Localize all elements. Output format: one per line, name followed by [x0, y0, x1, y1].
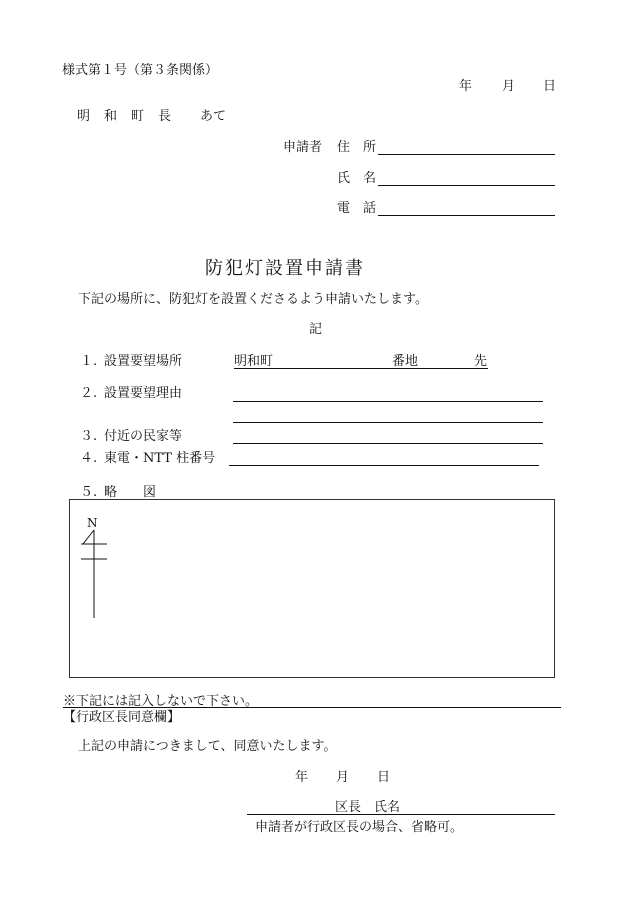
consent-date-month: 月	[336, 770, 350, 785]
note-text: ※下記には記入しないで下さい。	[63, 694, 259, 709]
map-drawing-area[interactable]	[69, 499, 555, 678]
addressee-char-3: 町	[131, 109, 145, 124]
item-2-field-line-1[interactable]	[233, 401, 543, 402]
north-arrow-icon	[78, 528, 110, 620]
date-month-label: 月	[502, 79, 516, 94]
item-1-banchi: 番地	[392, 354, 419, 369]
phone-label: 電 話	[337, 201, 377, 216]
item-1-field[interactable]	[234, 368, 488, 369]
name-label: 氏 名	[337, 171, 377, 186]
consent-footnote: 申請者が行政区長の場合、省略可。	[255, 820, 464, 835]
date-day-label: 日	[543, 79, 557, 94]
date-year-label: 年	[459, 79, 473, 94]
divider-line	[63, 707, 561, 708]
applicant-label: 申請者	[283, 140, 323, 155]
document-title: 防犯灯設置申請書	[205, 258, 365, 279]
item-4-number: ４.	[80, 451, 98, 466]
signature-label: 区長 氏名	[335, 800, 401, 815]
item-1-label: 設置要望場所	[104, 354, 183, 369]
item-2-label: 設置要望理由	[104, 386, 183, 401]
addressee-char-4: 長	[158, 109, 172, 124]
item-2-number: ２.	[80, 386, 98, 401]
item-1-town: 明和町	[234, 354, 274, 369]
item-1-saki: 先	[474, 354, 488, 369]
item-4-label: 東電・NTT 柱番号	[104, 451, 216, 466]
ki-label: 記	[309, 322, 323, 337]
item-5-number: ５.	[80, 485, 98, 500]
item-5-label: 略 図	[104, 485, 157, 500]
consent-text: 上記の申請につきまして、同意いたします。	[78, 739, 337, 754]
address-label: 住 所	[337, 140, 377, 155]
item-3-label: 付近の民家等	[104, 429, 183, 444]
name-field[interactable]	[378, 185, 555, 186]
item-2-field-line-2[interactable]	[233, 422, 543, 423]
addressee-suffix: あて	[200, 109, 227, 124]
intro-text: 下記の場所に、防犯灯を設置くださるよう申請いたします。	[78, 292, 428, 307]
address-field[interactable]	[378, 154, 555, 155]
item-1-number: １.	[80, 354, 98, 369]
form-number: 様式第１号（第３条関係）	[62, 63, 219, 78]
addressee-char-1: 明	[77, 109, 91, 124]
north-label: N	[87, 516, 98, 530]
signature-field[interactable]	[247, 814, 555, 815]
item-4-field[interactable]	[229, 465, 539, 466]
addressee-char-2: 和	[104, 109, 118, 124]
item-3-field[interactable]	[233, 443, 543, 444]
phone-field[interactable]	[378, 215, 555, 216]
consent-date-year: 年	[295, 770, 309, 785]
consent-date-day: 日	[377, 770, 391, 785]
item-3-number: ３.	[80, 429, 98, 444]
consent-heading: 【行政区長同意欄】	[63, 710, 181, 725]
